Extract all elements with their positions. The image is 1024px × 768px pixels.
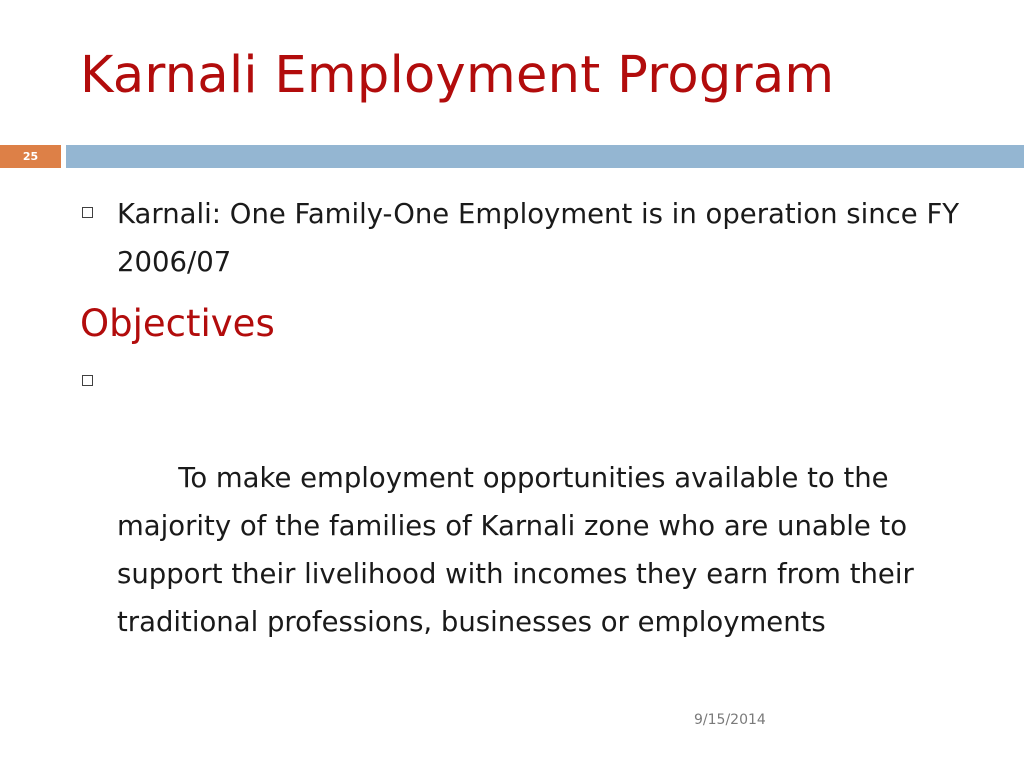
slide-title: Karnali Employment Program bbox=[80, 46, 835, 105]
title-divider-bar bbox=[66, 145, 1024, 168]
bullet-text: To make employment opportunities available to the majority of the families of Karnali zone who are unable to support their livelihood with incomes they earn from their traditional professions, businesses or employments bbox=[117, 462, 923, 638]
slide-number: 25 bbox=[0, 145, 61, 168]
footer-date: 9/15/2014 bbox=[694, 712, 766, 728]
section-heading: Objectives bbox=[80, 302, 275, 345]
bullet-text: Karnali: One Family-One Employment is in operation since FY 2006/07 bbox=[117, 198, 960, 278]
square-bullet-icon bbox=[82, 375, 93, 386]
bullet-item bbox=[80, 358, 980, 694]
bullet-item bbox=[80, 190, 980, 286]
square-bullet-icon bbox=[82, 207, 93, 218]
slide-content bbox=[80, 190, 980, 694]
